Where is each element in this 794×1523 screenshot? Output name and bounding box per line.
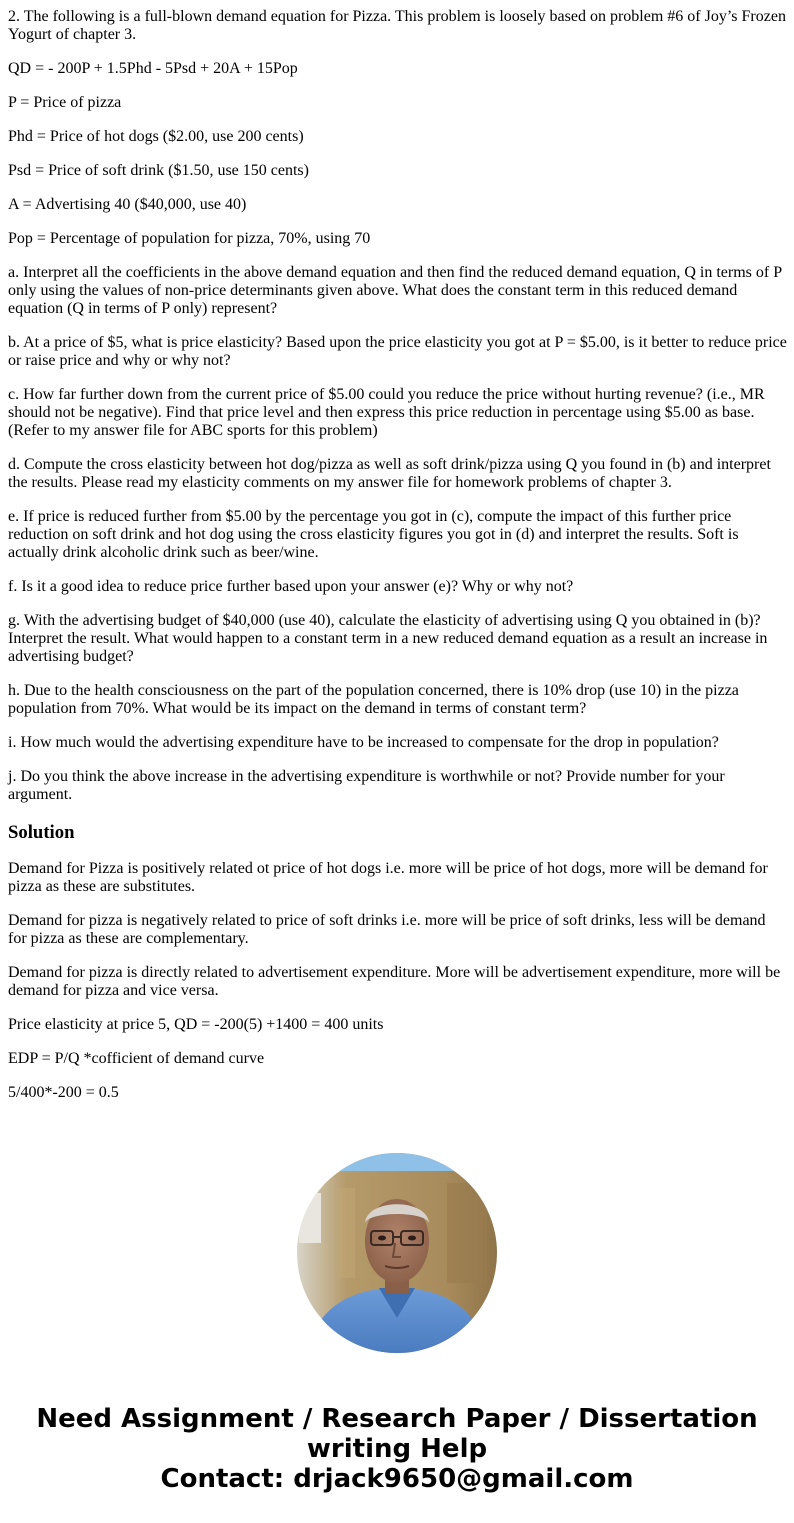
- question-part-b: b. At a price of $5, what is price elasticity? Based upon the price elasticity you got at P = $5.00, is it better to reduce price or raise price and why or why not?: [8, 334, 787, 369]
- document-body: [8, 8, 788, 1118]
- variable-definition: P = Price of pizza: [8, 94, 122, 111]
- author-photo-icon: [297, 1153, 497, 1353]
- solution-paragraph: Demand for Pizza is positively related ot price of hot dogs i.e. more will be price of hot dogs, more will be demand for pizza as these are substitutes.: [8, 860, 768, 895]
- question-part-i: i. How much would the advertising expenditure have to be increased to compensate for the drop in population?: [8, 734, 719, 751]
- solution-paragraph: Demand for pizza is directly related to advertisement expenditure. More will be advertisement expenditure, more will be demand for pizza and vice versa.: [8, 964, 781, 999]
- question-part-c: c. How far further down from the current price of $5.00 could you reduce the price without hurting revenue? (i.e., MR should not be negative). Find that price level and then express this price reduction in percentage using $5.00 as base. (Refer to my answer file for ABC sports for this problem): [8, 386, 765, 439]
- question-intro: 2. The following is a full-blown demand equation for Pizza. This problem is loosely based on problem #6 of Joy’s Frozen Yogurt of chapter 3.: [8, 8, 786, 43]
- question-part-a: a. Interpret all the coefficients in the above demand equation and then find the reduced demand equation, Q in terms of P only using the values of non-price determinants given above. What does the constant term in this reduced demand equation (Q in terms of P only) represent?: [8, 264, 782, 317]
- promo-line: Need Assignment / Research Paper / Dissertation: [36, 1404, 758, 1434]
- variable-definition: Psd = Price of soft drink ($1.50, use 150 cents): [8, 162, 309, 179]
- question-part-d: d. Compute the cross elasticity between hot dog/pizza as well as soft drink/pizza using Q you found in (b) and interpret the results. Please read my elasticity comments on my answer file for homework problems of chapter 3.: [8, 456, 771, 491]
- solution-paragraph: Price elasticity at price 5, QD = -200(5) +1400 = 400 units: [8, 1016, 384, 1033]
- author-avatar: [297, 1153, 497, 1353]
- promo-line: writing Help: [306, 1434, 488, 1464]
- question-part-h: h. Due to the health consciousness on the part of the population concerned, there is 10% drop (use 10) in the pizza population from 70%. What would be its impact on the demand in terms of constant term?: [8, 682, 739, 717]
- question-part-j: j. Do you think the above increase in the advertising expenditure is worthwhile or not? Provide number for your argument.: [8, 768, 725, 803]
- variable-definition: Pop = Percentage of population for pizza, 70%, using 70: [8, 230, 371, 247]
- variable-definition: Phd = Price of hot dogs ($2.00, use 200 cents): [8, 128, 304, 145]
- solution-heading: Solution: [8, 822, 75, 843]
- question-part-g: g. With the advertising budget of $40,000 (use 40), calculate the elasticity of advertising using Q you obtained in (b)? Interpret the result. What would happen to a constant term in a new reduced demand equation as a result an increase in advertising budget?: [8, 612, 768, 665]
- promo-banner: [0, 1404, 794, 1494]
- solution-paragraph: EDP = P/Q *cofficient of demand curve: [8, 1050, 265, 1067]
- variable-definition: A = Advertising 40 ($40,000, use 40): [8, 196, 247, 213]
- promo-contact: Contact: drjack9650@gmail.com: [160, 1464, 634, 1494]
- solution-paragraph: Demand for pizza is negatively related to price of soft drinks i.e. more will be price of soft drinks, less will be demand for pizza as these are complementary.: [8, 912, 766, 947]
- solution-paragraph: 5/400*-200 = 0.5: [8, 1084, 119, 1101]
- question-part-f: f. Is it a good idea to reduce price further based upon your answer (e)? Why or why not?: [8, 578, 574, 595]
- demand-equation: QD = - 200P + 1.5Phd - 5Psd + 20A + 15Pop: [8, 60, 298, 77]
- question-part-e: e. If price is reduced further from $5.00 by the percentage you got in (c), compute the impact of this further price reduction on soft drink and hot dog using the cross elasticity figures you got in (d) and interpret the results. Soft is actually drink alcoholic drink such as beer/wine.: [8, 508, 739, 561]
